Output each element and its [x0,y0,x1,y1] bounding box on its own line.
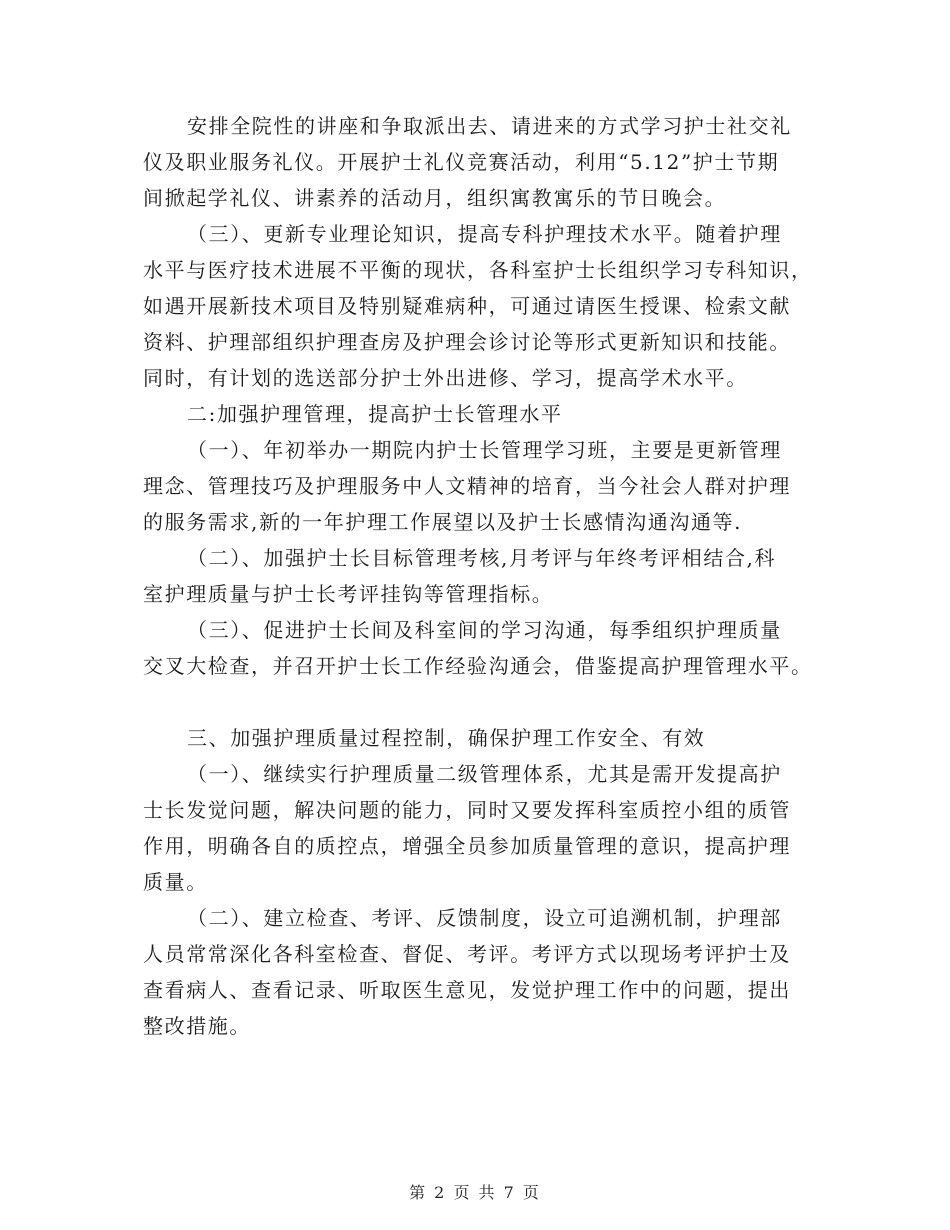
paragraph-line: （三）、促进护士长间及科室间的学习沟通，每季组织护理质量 [187,618,782,642]
paragraph-line: 安排全院性的讲座和争取派出去、请进来的方式学习护士社交礼 [187,114,792,138]
section-heading: 二:加强护理管理，提高护士长管理水平 [187,402,563,426]
paragraph-line: 同时，有计划的选送部分护士外出进修、学习，提高学术水平。 [143,366,748,390]
section-heading: 三、加强护理质量过程控制，确保护理工作安全、有效 [187,726,706,750]
paragraph-line: （二）、加强护士长目标管理考核,月考评与年终考评相结合,科 [187,546,777,570]
paragraph-line: （一）、年初举办一期院内护士长管理学习班，主要是更新管理 [187,438,782,462]
paragraph-line: 资料、护理部组织护理查房及护理会诊讨论等形式更新知识和技能。 [143,330,791,354]
paragraph-line: 水平与医疗技术进展不平衡的现状，各科室护士长组织学习专科知识， [143,258,813,282]
paragraph-line: 的服务需求,新的一年护理工作展望以及护士长感情沟通沟通等. [143,510,743,534]
paragraph-line: 室护理质量与护士长考评挂钩等管理指标。 [143,582,554,606]
paragraph-line: 间掀起学礼仪、讲素养的活动月，组织寓教寓乐的节日晚会。 [143,186,727,210]
paragraph-line: 理念、管理技巧及护理服务中人文精神的培育，当今社会人群对护理 [143,474,791,498]
paragraph-line: 如遇开展新技术项目及特别疑难病种，可通过请医生授课、检索文献 [143,294,791,318]
paragraph-line: 人员常常深化各科室检查、督促、考评。考评方式以现场考评护士及 [143,942,791,966]
paragraph-line: （三）、更新专业理论知识，提高专科护理技术水平。随着护理 [187,222,782,246]
paragraph-line: 交叉大检查，并召开护士长工作经验沟通会，借鉴提高护理管理水平。 [143,654,813,678]
paragraph-line: （二）、建立检查、考评、反馈制度，设立可追溯机制，护理部 [187,906,782,930]
paragraph-line: （一）、继续实行护理质量二级管理体系，尤其是需开发提高护 [187,762,782,786]
paragraph-line: 整改措施。 [143,1014,251,1038]
paragraph-line: 仪及职业服务礼仪。开展护士礼仪竞赛活动，利用“5.12”护士节期 [143,150,780,174]
paragraph-line: 作用，明确各自的质控点，增强全员参加质量管理的意识，提高护理 [143,834,791,858]
paragraph-line: 士长发觉问题，解决问题的能力，同时又要发挥科室质控小组的质管 [143,798,791,822]
page-number-footer: 第 2 页 共 7 页 [409,1183,541,1202]
paragraph-line: 质量。 [143,870,208,894]
paragraph-line: 查看病人、查看记录、听取医生意见，发觉护理工作中的问题，提出 [143,978,791,1002]
